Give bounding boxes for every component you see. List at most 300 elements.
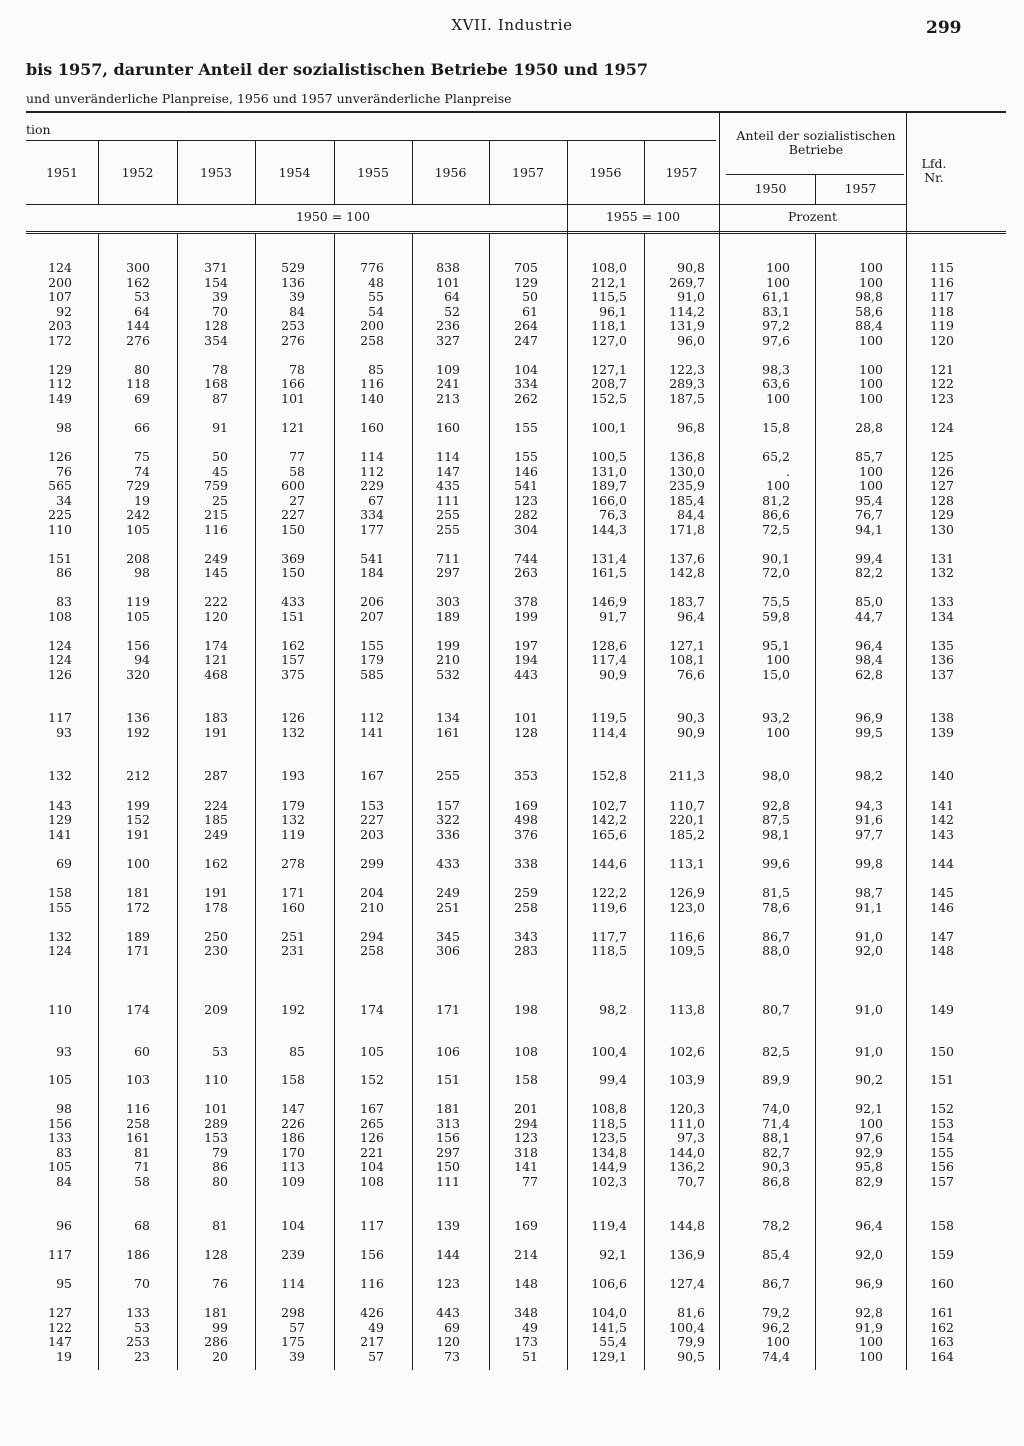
val-1957: 128 [514,725,538,740]
val-1955: 203 [360,827,384,842]
val-1954: 171 [281,885,305,900]
val-1953: 230 [204,943,228,958]
lfd-nr-header: Lfd. Nr. [921,156,947,185]
val-1957-b: 84,4 [677,507,705,522]
val-1956-b: 98,2 [599,1002,627,1017]
val-1957: 259 [514,885,538,900]
val-1957-b: 136,2 [669,1159,705,1174]
col-divider [334,234,335,1370]
share-1957: 88,4 [855,318,883,333]
val-1954: 158 [281,1072,305,1087]
val-1956: 109 [436,362,460,377]
section-divider [719,113,720,1370]
val-1952: 74 [134,464,150,479]
val-1957-b: 100,4 [669,1320,705,1335]
val-1957: 155 [514,449,538,464]
col-divider [98,234,99,1370]
val-1953: 120 [204,609,228,624]
val-1956: 111 [436,1174,460,1189]
val-1952: 133 [126,1305,150,1320]
year-header-1952: 1952 [121,165,154,180]
val-1956-b: 55,4 [599,1334,627,1349]
year-header-1956-b: 1956 [589,165,622,180]
val-1956: 213 [436,391,460,406]
val-1956-b: 144,6 [591,856,627,871]
val-1954: 227 [281,507,305,522]
val-1951: 132 [48,929,72,944]
val-1957: 262 [514,391,538,406]
val-1955: 85 [368,362,384,377]
share-1950: 100 [766,275,790,290]
val-1956: 251 [436,900,460,915]
val-1954: 126 [281,710,305,725]
share-1950: 97,2 [762,318,790,333]
share-1957: 92,9 [855,1145,883,1160]
val-1955: 167 [360,768,384,783]
val-1957: 61 [522,304,538,319]
val-1952: 100 [126,856,150,871]
val-1956: 52 [444,304,460,319]
val-1955: 210 [360,900,384,915]
val-1951: 83 [56,594,72,609]
val-1956-b: 104,0 [591,1305,627,1320]
share-1957: 92,0 [855,943,883,958]
val-1957-b: 131,9 [669,318,705,333]
share-1957: 100 [859,260,883,275]
val-1955: 426 [360,1305,384,1320]
val-1957-b: 108,1 [669,652,705,667]
header-rule-3 [26,231,1006,232]
val-1952: 144 [126,318,150,333]
val-1951: 86 [56,565,72,580]
val-1951: 105 [48,1159,72,1174]
val-1956: 120 [436,1334,460,1349]
row-number: 142 [930,812,954,827]
val-1956: 134 [436,710,460,725]
val-1956-b: 152,5 [591,391,627,406]
row-number: 141 [930,798,954,813]
val-1953: 87 [212,391,228,406]
val-1957-b: 220,1 [669,812,705,827]
share-1957: 82,2 [855,565,883,580]
val-1956: 532 [436,667,460,682]
val-1954: 251 [281,929,305,944]
val-1951: 565 [48,478,72,493]
val-1955: 200 [360,318,384,333]
share-1950: 88,1 [762,1130,790,1145]
val-1956-b: 102,3 [591,1174,627,1189]
share-1950: 65,2 [762,449,790,464]
val-1957: 541 [514,478,538,493]
val-1956: 69 [444,1320,460,1335]
val-1953: 70 [212,304,228,319]
val-1956-b: 96,1 [599,304,627,319]
val-1953: 128 [204,318,228,333]
val-1955: 141 [360,725,384,740]
val-1956: 241 [436,376,460,391]
val-1954: 104 [281,1218,305,1233]
val-1952: 19 [134,493,150,508]
val-1956: 313 [436,1116,460,1131]
share-1957: 91,0 [855,1002,883,1017]
val-1957-b: 96,0 [677,333,705,348]
val-1953: 250 [204,929,228,944]
val-1956-b: 114,4 [591,725,627,740]
val-1955: 116 [360,1276,384,1291]
val-1954: 192 [281,1002,305,1017]
row-number: 136 [930,652,954,667]
val-1956: 433 [436,856,460,871]
table-title: bis 1957, darunter Anteil der sozialistischen Betriebe 1950 und 1957 [26,60,649,79]
val-1951: 98 [56,1101,72,1116]
col-divider [644,234,645,1370]
val-1952: 162 [126,275,150,290]
val-1957: 194 [514,652,538,667]
row-number: 128 [930,493,954,508]
val-1955: 155 [360,638,384,653]
val-1957-b: 90,3 [677,710,705,725]
val-1951: 93 [56,725,72,740]
share-1950: 61,1 [762,289,790,304]
share-1957: 28,8 [855,420,883,435]
val-1953: 91 [212,420,228,435]
val-1954: 78 [289,362,305,377]
val-1952: 242 [126,507,150,522]
val-1954: 157 [281,652,305,667]
row-number: 144 [930,856,954,871]
val-1954: 298 [281,1305,305,1320]
val-1951: 108 [48,609,72,624]
share-1950: 92,8 [762,798,790,813]
row-number: 122 [930,376,954,391]
row-number: 162 [930,1320,954,1335]
val-1954: 109 [281,1174,305,1189]
val-1953: 222 [204,594,228,609]
val-1957-b: 102,6 [669,1044,705,1059]
val-1951: 117 [48,1247,72,1262]
val-1951: 107 [48,289,72,304]
val-1951: 96 [56,1218,72,1233]
val-1956-b: 141,5 [591,1320,627,1335]
val-1956: 236 [436,318,460,333]
val-1953: 178 [204,900,228,915]
val-1956: 181 [436,1101,460,1116]
val-1956-b: 92,1 [599,1247,627,1262]
val-1956: 443 [436,1305,460,1320]
val-1957-b: 185,2 [669,827,705,842]
val-1956: 711 [436,551,460,566]
val-1952: 253 [126,1334,150,1349]
val-1953: 174 [204,638,228,653]
val-1957-b: 103,9 [669,1072,705,1087]
val-1957-b: 289,3 [669,376,705,391]
val-1956-b: 144,9 [591,1159,627,1174]
share-year-1950: 1950 [754,181,787,196]
val-1953: 53 [212,1044,228,1059]
row-number: 116 [930,275,954,290]
val-1954: 132 [281,812,305,827]
share-1957: 100 [859,478,883,493]
row-number: 134 [930,609,954,624]
row-number: 155 [930,1145,954,1160]
val-1953: 371 [204,260,228,275]
row-number: 149 [930,1002,954,1017]
row-number: 147 [930,929,954,944]
val-1957-b: 113,1 [669,856,705,871]
val-1955: 217 [360,1334,384,1349]
val-1953: 185 [204,812,228,827]
share-1950: 80,7 [762,1002,790,1017]
val-1952: 69 [134,391,150,406]
share-1957: 100 [859,464,883,479]
val-1956: 303 [436,594,460,609]
val-1956: 160 [436,420,460,435]
val-1953: 45 [212,464,228,479]
val-1952: 23 [134,1349,150,1364]
val-1955: 117 [360,1218,384,1233]
share-1957: 99,8 [855,856,883,871]
val-1956-b: 123,5 [591,1130,627,1145]
col-divider [177,234,178,1370]
chapter-heading: XVII. Industrie [451,16,573,34]
val-1956-b: 117,7 [591,929,627,944]
row-number: 129 [930,507,954,522]
val-1953: 110 [204,1072,228,1087]
val-1955: 55 [368,289,384,304]
val-1951: 95 [56,1276,72,1291]
share-1957: 85,7 [855,449,883,464]
val-1952: 161 [126,1130,150,1145]
val-1956: 189 [436,609,460,624]
val-1956-b: 99,4 [599,1072,627,1087]
row-number: 150 [930,1044,954,1059]
val-1956-b: 106,6 [591,1276,627,1291]
val-1956-b: 212,1 [591,275,627,290]
val-1956: 345 [436,929,460,944]
row-number: 145 [930,885,954,900]
share-1957: 95,8 [855,1159,883,1174]
val-1956: 156 [436,1130,460,1145]
share-1950: 78,6 [762,900,790,915]
share-1950: 71,4 [762,1116,790,1131]
share-1950: 90,3 [762,1159,790,1174]
val-1957-b: 110,7 [669,798,705,813]
val-1955: 49 [368,1320,384,1335]
val-1954: 239 [281,1247,305,1262]
val-1951: 129 [48,812,72,827]
val-1952: 729 [126,478,150,493]
val-1957: 264 [514,318,538,333]
val-1953: 287 [204,768,228,783]
val-1951: 133 [48,1130,72,1145]
val-1957-b: 70,7 [677,1174,705,1189]
val-1957: 123 [514,493,538,508]
val-1952: 98 [134,565,150,580]
header-rule-1 [26,140,716,141]
val-1957-b: 81,6 [677,1305,705,1320]
val-1956-b: 131,0 [591,464,627,479]
val-1956: 161 [436,725,460,740]
section-divider [567,140,568,1370]
val-1953: 128 [204,1247,228,1262]
val-1955: 114 [360,449,384,464]
val-1957-b: 90,8 [677,260,705,275]
val-1955: 156 [360,1247,384,1262]
val-1955: 112 [360,464,384,479]
val-1953: 121 [204,652,228,667]
val-1954: 175 [281,1334,305,1349]
share-1950: 100 [766,391,790,406]
share-1957: 91,0 [855,929,883,944]
val-1951: 110 [48,1002,72,1017]
val-1957-b: 90,5 [677,1349,705,1364]
val-1957: 343 [514,929,538,944]
val-1957: 51 [522,1349,538,1364]
val-1954: 27 [289,493,305,508]
val-1952: 181 [126,885,150,900]
val-1956: 322 [436,812,460,827]
val-1954: 433 [281,594,305,609]
share-1957: 85,0 [855,594,883,609]
val-1956-b: 142,2 [591,812,627,827]
val-1951: 124 [48,943,72,958]
share-1957: 100 [859,391,883,406]
val-1956: 255 [436,522,460,537]
val-1952: 105 [126,609,150,624]
share-1950: 100 [766,725,790,740]
val-1953: 286 [204,1334,228,1349]
share-1950: 87,5 [762,812,790,827]
val-1955: 204 [360,885,384,900]
val-1954: 114 [281,1276,305,1291]
val-1957: 258 [514,900,538,915]
val-1957: 348 [514,1305,538,1320]
row-number: 148 [930,943,954,958]
val-1954: 231 [281,943,305,958]
val-1956-b: 189,7 [591,478,627,493]
val-1952: 276 [126,333,150,348]
share-1950: 97,6 [762,333,790,348]
val-1955: 167 [360,1101,384,1116]
share-1957: 92,1 [855,1101,883,1116]
val-1952: 66 [134,420,150,435]
val-1957: 353 [514,768,538,783]
val-1954: 278 [281,856,305,871]
val-1955: 140 [360,391,384,406]
val-1953: 183 [204,710,228,725]
val-1956-b: 108,0 [591,260,627,275]
val-1956: 147 [436,464,460,479]
val-1957: 104 [514,362,538,377]
val-1951: 69 [56,856,72,871]
val-1957: 50 [522,289,538,304]
val-1953: 354 [204,333,228,348]
val-1951: 158 [48,885,72,900]
share-1950: 100 [766,1334,790,1349]
share-1957: 98,7 [855,885,883,900]
val-1953: 289 [204,1116,228,1131]
val-1954: 119 [281,827,305,842]
share-year-1957: 1957 [844,181,877,196]
share-1957: 100 [859,376,883,391]
share-1950: 82,7 [762,1145,790,1160]
val-1956-b: 208,7 [591,376,627,391]
val-1957: 198 [514,1002,538,1017]
val-1956: 144 [436,1247,460,1262]
val-1956-b: 119,6 [591,900,627,915]
val-1952: 94 [134,652,150,667]
year-header-1954: 1954 [278,165,311,180]
val-1951: 93 [56,1044,72,1059]
val-1952: 68 [134,1218,150,1233]
year-header-1955: 1955 [357,165,389,180]
share-1957: 62,8 [855,667,883,682]
val-1956-b: 118,5 [591,1116,627,1131]
val-1954: 147 [281,1101,305,1116]
val-1953: 81 [212,1218,228,1233]
val-1951: 225 [48,507,72,522]
val-1956: 435 [436,478,460,493]
val-1957: 129 [514,275,538,290]
share-1950: 81,2 [762,493,790,508]
share-1957: 99,4 [855,551,883,566]
share-1950: 86,7 [762,1276,790,1291]
val-1951: 84 [56,1174,72,1189]
val-1956-b: 76,3 [599,507,627,522]
row-number: 153 [930,1116,954,1131]
val-1952: 191 [126,827,150,842]
val-1957-b: 90,9 [677,725,705,740]
share-1957: 100 [859,275,883,290]
row-number: 151 [930,1072,954,1087]
val-1954: 529 [281,260,305,275]
val-1956: 336 [436,827,460,842]
share-1957: 58,6 [855,304,883,319]
val-1956-b: 91,7 [599,609,627,624]
val-1957: 146 [514,464,538,479]
share-header: Anteil der sozialistischen Betriebe [736,128,896,157]
val-1957: 705 [514,260,538,275]
share-1950: 82,5 [762,1044,790,1059]
val-1951: 117 [48,710,72,725]
row-number: 120 [930,333,954,348]
row-number: 152 [930,1101,954,1116]
val-1956: 249 [436,885,460,900]
val-1951: 129 [48,362,72,377]
val-1952: 116 [126,1101,150,1116]
val-1955: 160 [360,420,384,435]
share-1957: 96,4 [855,638,883,653]
val-1951: 122 [48,1320,72,1335]
row-number: 133 [930,594,954,609]
val-1956: 150 [436,1159,460,1174]
share-1950: 83,1 [762,304,790,319]
val-1956-b: 115,5 [591,289,627,304]
val-1953: 20 [212,1349,228,1364]
val-1953: 191 [204,725,228,740]
val-1955: 265 [360,1116,384,1131]
val-1957: 169 [514,798,538,813]
val-1955: 258 [360,333,384,348]
share-1950: 75,5 [762,594,790,609]
val-1956: 73 [444,1349,460,1364]
val-1957-b: 185,4 [669,493,705,508]
val-1954: 101 [281,391,305,406]
share-1957: 97,7 [855,827,883,842]
share-1950: 72,5 [762,522,790,537]
val-1955: 776 [360,260,384,275]
val-1954: 121 [281,420,305,435]
